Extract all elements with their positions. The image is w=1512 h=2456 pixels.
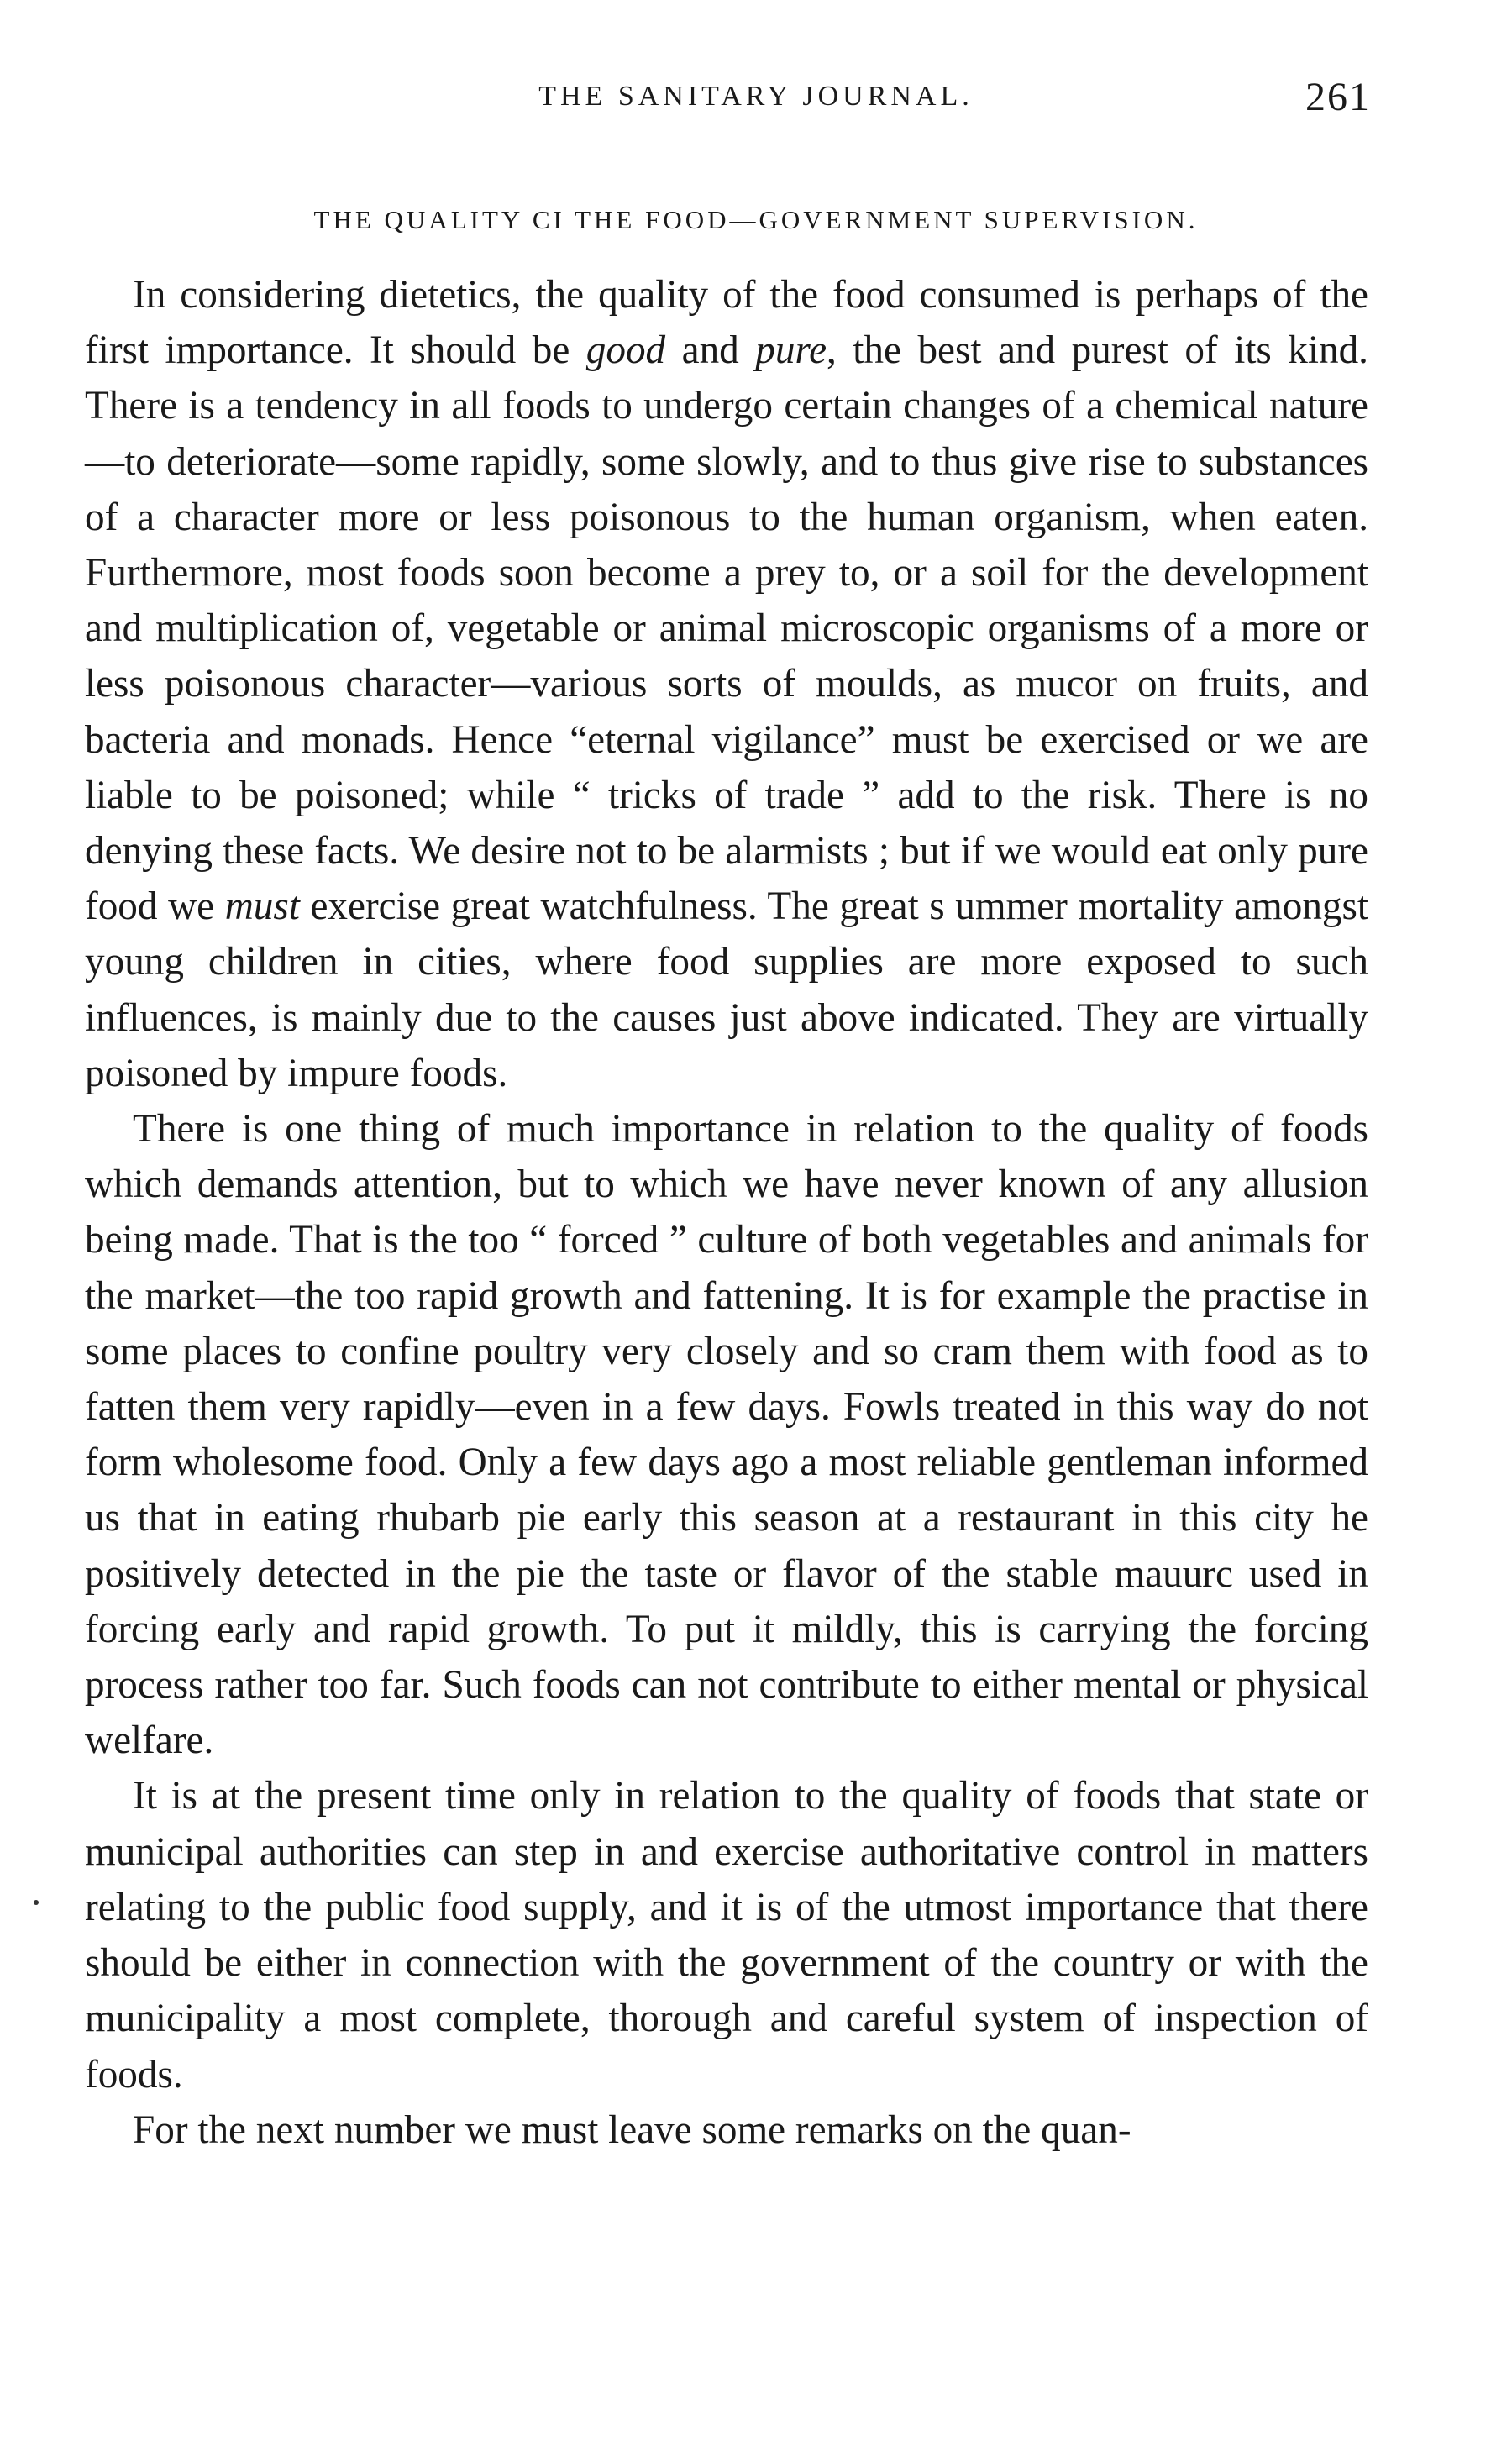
paragraph-3: It is at the present time only in relation to the quality of foods that state or municipal authorities can step in and exercise authoritative control in matters relating to the public food supply, and it is of the utmost importance that there should be either in connection with the government of the country or with the municipality a most complete, thorough and careful system of inspection of foods.	[85, 1774, 1368, 2097]
paragraph-1-text-g: exercise great watchfulness. The great s ummer mortality amongst young children in cities, where food supplies are more exposed to such influences, is mainly due to the causes just above indicated. They are virtually poisoned by impure foods.	[85, 884, 1368, 1095]
article-title: THE QUALITY CI THE FOOD—GOVERNMENT SUPERVISION.	[313, 205, 1199, 234]
paragraph-1-text-e: , the best and purest of its kind. There is a tendency in all foods to undergo certain changes of a chemical nature—to deteriorate—some rapidly, some slowly, and to thus give rise to substances of a character more or less poisonous to the human organism, when eaten. Furthermore, most foods soon become a prey to, or a soil for the development and multiplication of, vegetable or animal microscopic organisms of a more or less poisonous character—various sorts of moulds, as mucor on fruits, and bacteria and monads. Hence “eternal vigilance” must be exercised or we are liable to be poisoned; while “ tricks of trade ” add to the risk. There is no denying these facts. We desire not to be alarmists ; but if we would eat only pure food we	[85, 328, 1368, 929]
paragraph-2: There is one thing of much importance in relation to the quality of foods which demands attention, but to which we have never known of any allusion being made. That is the too “ forced ” culture of both vegetables and animals for the market—the too rapid growth and fattening. It is for example the practise in some places to confine poultry very closely and so cram them with food as to fatten them very rapidly—even in a few days. Fowls treated in this way do not form wholesome food. Only a few days ago a most reliable gentleman informed us that in eating rhubarb pie early this season at a restaurant in this city he positively detected in the pie the taste or flavor of the stable mauurc used in forcing early and rapid growth. To put it mildly, this is carrying the forcing process rather too far. Such foods can not contribute to either mental or physical welfare.	[85, 1107, 1368, 1763]
margin-dot	[34, 1900, 39, 1905]
italic-good: good	[585, 328, 666, 373]
italic-pure: pure	[755, 328, 827, 373]
running-head	[0, 75, 1512, 131]
journal-title: THE SANITARY JOURNAL.	[538, 81, 974, 112]
paragraph-4: For the next number we must leave some remarks on the quan-	[133, 2107, 1131, 2152]
article-body	[85, 267, 1368, 2158]
paragraph-1-text-c: and	[665, 328, 756, 373]
paragraph-1-text-a: In considering dietetics, the quality of the food consumed is perhaps of the first importance. It should be	[85, 273, 1368, 373]
italic-must: must	[224, 884, 300, 929]
page-number: 261	[1305, 75, 1371, 119]
paragraph-1	[85, 267, 1368, 1101]
